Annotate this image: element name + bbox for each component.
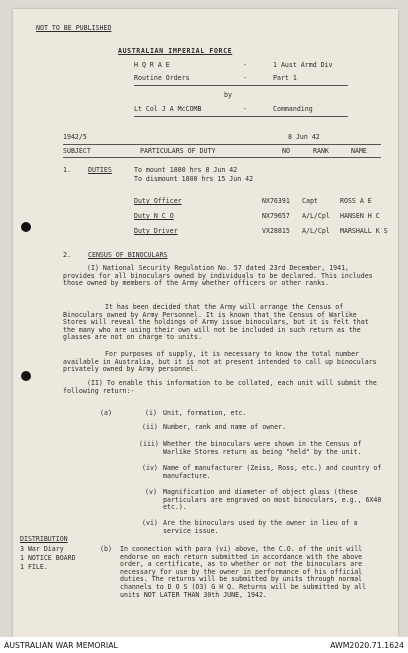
section-1-number: 1. bbox=[63, 166, 71, 174]
distribution-title: DISTRIBUTION bbox=[20, 535, 68, 543]
return-item-text: Number, rank and name of owner. bbox=[163, 423, 287, 431]
section-2-title: CENSUS OF BINOCULARS bbox=[88, 251, 168, 259]
subsection-b-label: (b) bbox=[100, 545, 112, 553]
duty-rank: Capt bbox=[302, 197, 318, 205]
duty-name: HANSEN H C bbox=[340, 212, 380, 220]
duty-no: VX28815 bbox=[262, 227, 290, 235]
return-item-number: (iv) bbox=[142, 464, 158, 472]
commander-underline bbox=[134, 116, 348, 117]
column-subject: SUBJECT bbox=[63, 147, 91, 155]
return-item-text: Magnification and diameter of object glass (these particulars are engraved on most binoculars, e.g., 6X40 etc.). bbox=[163, 488, 382, 512]
order-date: 8 Jun 42 bbox=[288, 133, 320, 141]
document-title: AUSTRALIAN IMPERIAL FORCE bbox=[118, 47, 233, 55]
column-name: NAME bbox=[351, 147, 367, 155]
return-item-number: (v) bbox=[145, 488, 157, 496]
paragraph-army-census: It has been decided that the Army will arrange the Census of Binoculars owned by Army Personnel. It is known that the Census of Warlike Stores will reveal the holdings of Army issue binoculars, but it is felt that the many who are using their own will not be included in such return as the glasses are not on charge to units. bbox=[63, 303, 369, 342]
distribution-item: 1 NOTICE BOARD bbox=[20, 554, 76, 562]
hq-label: H Q R A E bbox=[134, 61, 170, 69]
hq-dash: - bbox=[243, 61, 247, 69]
duty-no: NX79657 bbox=[262, 212, 290, 220]
commander-role: Commanding bbox=[273, 105, 313, 113]
section-2-number: 2. bbox=[63, 251, 71, 259]
column-no: NO bbox=[282, 147, 290, 155]
duty-role: Duty Driver bbox=[134, 227, 178, 235]
paragraph-supply: For purposes of supply, it is necessary to know the total number available in Australia, but it is not at present intended to call up binoculars privately owned by Army personnel. bbox=[63, 350, 377, 374]
table-head-bottom-rule bbox=[63, 157, 381, 158]
restriction-notice: NOT TO BE PUBLISHED bbox=[36, 24, 112, 32]
duty-name: MARSHALL K S bbox=[340, 227, 388, 235]
return-item-text: Name of manufacturer (Zeiss, Ross, etc.) and country of manufacture. bbox=[163, 464, 382, 480]
paragraph-return-intro: (II) To enable this information to be collated, each unit will submit the following return:- bbox=[63, 379, 377, 395]
return-item-text: Whether the binoculars were shown in the Census of Warlike Stores return as being "held" by the unit. bbox=[163, 440, 362, 456]
footer-credit: AUSTRALIAN WAR MEMORIAL bbox=[4, 641, 118, 650]
header-underline bbox=[134, 85, 348, 86]
return-item-number: (i) bbox=[145, 409, 157, 417]
column-particulars: PARTICULARS OF DUTY bbox=[140, 147, 216, 155]
footer-accession-number: AWM2020.71.1624 bbox=[330, 641, 404, 650]
routine-orders-dash: - bbox=[243, 74, 247, 82]
routine-orders-part: Part 1 bbox=[273, 74, 297, 82]
return-item-number: (iii) bbox=[139, 440, 159, 448]
duty-role: Duty N C O bbox=[134, 212, 174, 220]
distribution-item: 1 FILE. bbox=[20, 563, 48, 571]
return-item-text: Are the binoculars used by the owner in lieu of a service issue. bbox=[163, 519, 358, 535]
hq-value: 1 Aust Armd Div bbox=[273, 61, 333, 69]
duty-role: Duty Officer bbox=[134, 197, 182, 205]
duty-dismount-time: To dismount 1800 hrs 15 Jun 42 bbox=[134, 175, 254, 183]
distribution-item: 3 War Diary bbox=[20, 545, 64, 553]
duty-no: NX76391 bbox=[262, 197, 290, 205]
duty-rank: A/L/Cpl bbox=[302, 227, 330, 235]
column-rank: RANK bbox=[313, 147, 329, 155]
routine-orders-label: Routine Orders bbox=[134, 74, 190, 82]
return-item-number: (vi) bbox=[142, 519, 158, 527]
return-item-text: Unit, formation, etc. bbox=[163, 409, 247, 417]
punch-hole-top bbox=[21, 222, 31, 232]
duty-name: ROSS A E bbox=[340, 197, 372, 205]
subsection-a-label: (a) bbox=[100, 409, 112, 417]
punch-hole-bottom bbox=[21, 371, 31, 381]
order-reference: 1942/5 bbox=[63, 133, 87, 141]
paragraph-regulation: (I) National Security Regulation No. 57 dated 23rd December, 1941, provides for all binoculars owned by individuals to be declared. This includes those owned by members of the Army whether officers or other ranks. bbox=[63, 264, 373, 288]
by-label: by bbox=[224, 91, 232, 99]
return-item-number: (ii) bbox=[142, 423, 158, 431]
duty-rank: A/L/Cpl bbox=[302, 212, 330, 220]
table-head-top-rule bbox=[63, 144, 381, 145]
duty-mount-time: To mount 1800 hrs 8 Jun 42 bbox=[134, 166, 238, 174]
section-1-title: DUTIES bbox=[88, 166, 112, 174]
commander-name: Lt Col J A McCOMB bbox=[134, 105, 202, 113]
paragraph-certificate: In connection with para (vi) above, the C.O. of the unit will endorse on each return submitted in accordance with the above order, a certificate, as to whether or not the binoculars are necessary for use by the owner in performance of his official duties. The returns will be submitted by units through normal channels to D O S (O3) G H Q. Returns will be submitted by all units NOT LATER THAN 30th JUNE, 1942. bbox=[120, 545, 367, 599]
commander-dash: - bbox=[243, 105, 247, 113]
